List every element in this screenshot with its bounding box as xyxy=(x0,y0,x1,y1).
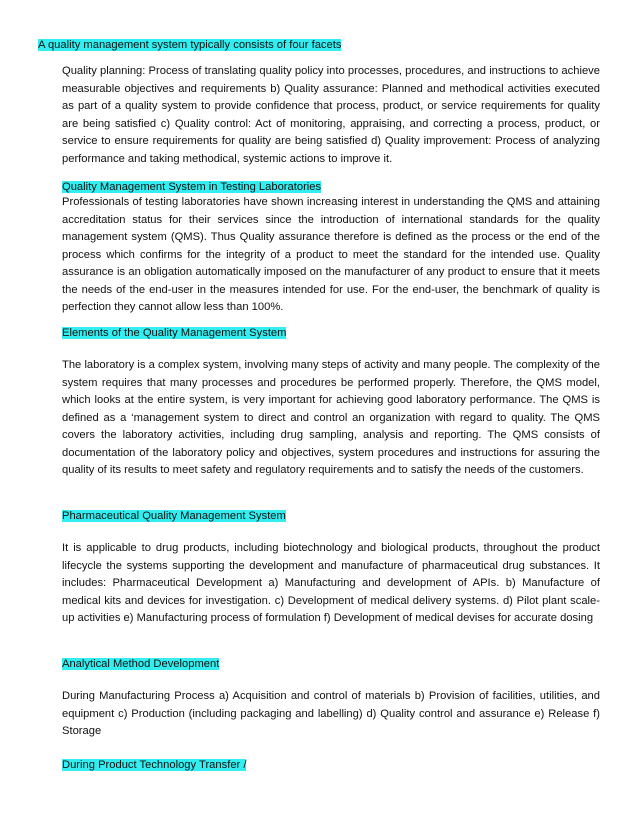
section-pharma-qms xyxy=(62,509,600,628)
section-heading xyxy=(62,326,600,340)
section-heading xyxy=(62,509,600,523)
heading-highlight: During Product Technology Transfer / xyxy=(62,759,247,771)
section-analytical-method xyxy=(62,657,600,741)
section-body: Professionals of testing laboratories have shown increasing interest in understanding the QMS and attaining accreditation status for their services since the introduction of international standards for the quality management system (QMS). Thus Quality assurance therefore is defined as the process or the end of the process which confirms for the integrity of a product to meet the standard for the intended use. Quality assurance is an obligation automatically imposed on the manufacturer of any product to ensure that it meets the needs of the end-user in the measures intended for use. For the end-user, the benchmark of quality is perfection they cannot allow less than 100%. xyxy=(62,196,600,313)
heading-highlight: Pharmaceutical Quality Management System xyxy=(62,510,286,522)
title-highlight: A quality management system typically consists of four facets xyxy=(38,39,342,51)
section-testing-laboratories xyxy=(62,180,600,317)
section-technology-transfer xyxy=(62,758,600,772)
document-title xyxy=(38,38,341,52)
section-qms-elements xyxy=(62,326,600,480)
heading-highlight: Elements of the Quality Management System xyxy=(62,327,287,339)
section-body: It is applicable to drug products, including biotechnology and biological products, throughout the product lifecycle the systems supporting the development and manufacture of pharmaceutical drug substances. It includes: Pharmaceutical Development a) Manufacturing and development of APIs. b) Manufacture of medical kits and devices for investigation. c) Development of medical delivery systems. d) Pilot plant scale-up activities e) Manufacturing process of formulation f) Development of medical devises for accurate dosing xyxy=(62,542,600,624)
section-facets xyxy=(62,63,600,168)
section-heading xyxy=(62,180,600,194)
heading-highlight: Analytical Method Development xyxy=(62,658,220,670)
section-body: The laboratory is a complex system, involving many steps of activity and many people. The complexity of the system requires that many processes and procedures be performed properly. Therefore, the QMS model, which looks at the entire system, is very important for achieving good laboratory performance. The QMS is defined as a ‘management system to direct and control an organization with regard to quality. The QMS covers the laboratory activities, including drug sampling, analysis and reporting. The QMS consists of documentation of the laboratory policy and objectives, system procedures and instructions for assuring the quality of its results to meet safety and regulatory requirements and to satisfy the needs of the customers. xyxy=(62,359,600,476)
section-body: During Manufacturing Process a) Acquisition and control of materials b) Provision of facilities, utilities, and equipment c) Production (including packaging and labelling) d) Quality control and assurance e) Release f) Storage xyxy=(62,690,600,737)
section-heading xyxy=(62,657,600,671)
section-heading xyxy=(62,758,600,772)
heading-highlight: Quality Management System in Testing Laboratories xyxy=(62,181,322,193)
section-body: Quality planning: Process of translating quality policy into processes, procedures, and instructions to achieve measurable objectives and requirements b) Quality assurance: Planned and methodical activities executed as part of a quality system to provide confidence that process, product, or service requirements for quality are being satisfied c) Quality control: Act of monitoring, appraising, and correcting a process, product, or service to ensure requirements for quality are being satisfied d) Quality improvement: Process of analyzing performance and taking methodical, systemic actions to improve it. xyxy=(62,65,600,165)
